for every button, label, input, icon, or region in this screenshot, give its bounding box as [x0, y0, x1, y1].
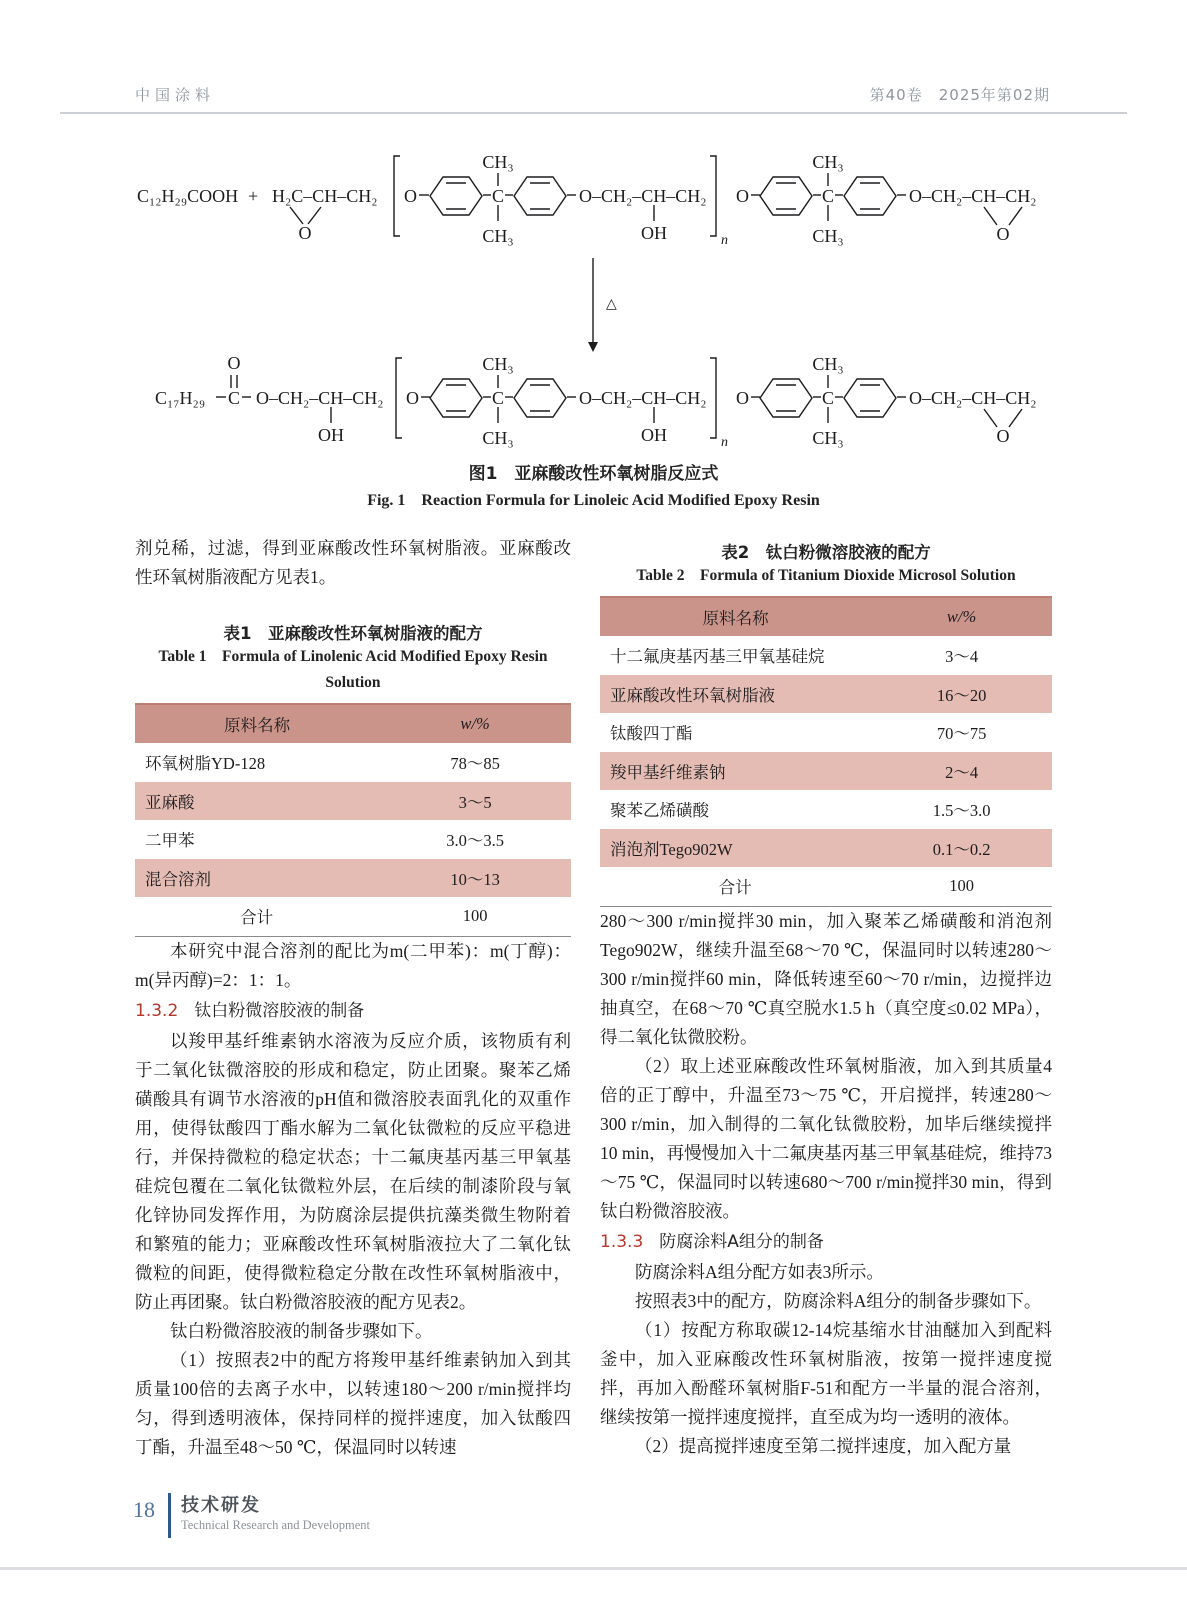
- plus-sign: +: [248, 186, 259, 206]
- methyl-group: CH₃: [812, 152, 844, 172]
- bond: [308, 207, 321, 224]
- arrow-head: [588, 342, 598, 352]
- bond: [1009, 409, 1022, 427]
- table-row: [600, 636, 1052, 675]
- formula-fragment: O: [736, 388, 749, 408]
- table-row: [600, 829, 1052, 868]
- formula-fragment: C: [821, 388, 835, 408]
- material-cell: 亚麻酸: [145, 792, 195, 812]
- table-row: [600, 675, 1052, 714]
- weight-cell: 100: [949, 876, 974, 896]
- paragraph: （1）按照表2中的配方将羧甲基纤维素钠加入到其质量100倍的去离子水中，以转速180～200 r/min搅拌均匀，得到透明液体，保持同样的搅拌速度，加入钛酸四丁酯，升温至48～50 ℃，保温同时以转速: [135, 1349, 571, 1457]
- weight-cell: 16～20: [936, 685, 987, 705]
- epoxide-oxygen: O: [996, 426, 1010, 446]
- material-cell: 消泡剂Tego902W: [610, 839, 733, 859]
- methyl-group: CH₃: [812, 428, 844, 448]
- material-cell: 聚苯乙烯磺酸: [610, 801, 709, 821]
- formula-fragment: O–CH₂–CH–CH₂: [579, 388, 707, 408]
- table-row-total: [135, 897, 571, 936]
- epoxide-oxygen: O: [298, 223, 312, 243]
- formula-fragment: C: [491, 186, 505, 206]
- weight-cell: 70～75: [936, 724, 987, 744]
- table1-caption-en-line1: Table 1 Formula of Linolenic Acid Modified Epoxy Resin: [158, 648, 548, 665]
- methyl-group: CH₃: [482, 226, 514, 246]
- reaction-scheme: [0, 138, 1187, 456]
- formula-fragment: C: [491, 388, 505, 408]
- material-cell: 二甲苯: [145, 831, 195, 851]
- heat-symbol: △: [606, 297, 617, 312]
- paragraph: （2）提高搅拌速度至第二搅拌速度，加入配方量: [635, 1435, 1012, 1456]
- table-header-row: [135, 704, 571, 743]
- weight-cell: 0.1～0.2: [932, 839, 991, 859]
- formula-fragment: O–CH₂–CH–CH₂: [579, 186, 707, 206]
- weight-cell: 2～4: [945, 762, 979, 782]
- bracket: [710, 358, 716, 438]
- formula-fragment: O: [404, 186, 417, 206]
- material-cell: 混合溶剂: [145, 869, 211, 889]
- material-cell: 合计: [718, 878, 752, 898]
- benzene-ring: [430, 177, 482, 215]
- figure-caption-zh: 图1 亚麻酸改性环氧树脂反应式: [468, 464, 719, 484]
- table-row-total: [600, 867, 1052, 906]
- formula-fragment: O: [406, 388, 419, 408]
- benzene-ring: [844, 177, 896, 215]
- header-rule: [60, 112, 1127, 114]
- table-row: [135, 820, 571, 859]
- paragraph: （2）取上述亚麻酸改性环氧树脂液，加入到其质量4倍的正丁醇中，升温至73～75 ℃，开启搅拌，转速280～300 r/min，加入制得的二氧化钛微胶粉，加毕后继续搅拌10 min，再慢慢加入十二氟庚基丙基三甲氧基硅烷，维持73～75 ℃，保温同时以转速680～700 r/min搅拌30 min，得到钛白粉微溶胶液。: [600, 1055, 1052, 1221]
- body-columns: [135, 534, 1052, 1462]
- footer-section-en: Technical Research and Development: [181, 1518, 370, 1532]
- section-title: 钛白粉微溶胶液的制备: [194, 1000, 365, 1021]
- methyl-group: CH₃: [482, 428, 514, 448]
- paragraph: 本研究中混合溶剂的配比为m(二甲苯)：m(丁醇)：m(异丙醇)=2：1：1。: [135, 940, 571, 990]
- paragraph: 防腐涂料A组分配方如表3所示。: [635, 1261, 884, 1282]
- benzene-ring: [760, 379, 812, 417]
- material-cell: 合计: [240, 908, 274, 928]
- bottom-rule: [0, 1567, 1187, 1570]
- weight-cell: 100: [462, 906, 488, 926]
- material-cell: 环氧树脂YD-128: [145, 754, 266, 774]
- section-title: 防腐涂料A组分的制备: [659, 1231, 824, 1252]
- formula-fragment: H₂C–CH–CH₂: [272, 186, 378, 206]
- section-heading-132: [135, 996, 571, 1026]
- page-number: 18: [133, 1497, 155, 1522]
- table-header-row: [600, 597, 1052, 636]
- table2-caption-zh: 表2 钛白粉微溶胶液的配方: [721, 543, 931, 562]
- bracket: [394, 156, 400, 236]
- issue-info: 第40卷 2025年第02期: [869, 86, 1050, 104]
- bracket: [396, 358, 402, 438]
- table1-caption-en-line2: Solution: [325, 674, 381, 691]
- material-cell: 羧甲基纤维素钠: [610, 762, 726, 782]
- table1-caption-zh: 表1 亚麻酸改性环氧树脂液的配方: [223, 624, 483, 643]
- table1: [135, 703, 571, 937]
- carbonyl-oxygen: O: [227, 353, 241, 373]
- section-heading-133: [600, 1227, 1052, 1257]
- methyl-group: CH₃: [812, 226, 844, 246]
- paragraph: （1）按配方称取碳12-14烷基缩水甘油醚加入到配料釜中，加入亚麻酸改性环氧树脂液，按第一搅拌速度搅拌，再加入酚醛环氧树脂F-51和配方一半量的混合溶剂，继续按第一搅拌速度搅拌，直至成为均一透明的液体。: [600, 1319, 1052, 1427]
- formula-fragment: O–CH₂–CH–CH₂: [909, 388, 1037, 408]
- paragraph: 钛白粉微溶胶液的制备步骤如下。: [170, 1320, 433, 1341]
- hydroxyl-group: OH: [641, 425, 667, 445]
- benzene-ring: [844, 379, 896, 417]
- section-number: 1.3.2: [135, 1000, 179, 1021]
- formula-fragment: C: [821, 186, 835, 206]
- table2: [600, 596, 1052, 907]
- formula-fragment: C₁₂H₂₉COOH: [137, 186, 239, 206]
- hydroxyl-group: OH: [641, 223, 667, 243]
- paragraph: 以羧甲基纤维素钠水溶液为反应介质，该物质有利于二氧化钛微溶胶的形成和稳定，防止团聚。聚苯乙烯磺酸具有调节水溶液的pH值和微溶胶表面乳化的双重作用，使得钛酸四丁酯水解为二氧化钛微粒的反应平稳进行，并保持微粒的稳定状态；十二氟庚基丙基三甲氧基硅烷包覆在二氧化钛微粒外层，在后续的制漆阶段与氧化锌协同发挥作用，为防腐涂层提供抗藻类微生物附着和繁殖的能力；亚麻酸改性环氧树脂液拉大了二氧化钛微粒的间距，使得微粒稳定分散在改性环氧树脂液中，防止再团聚。钛白粉微溶胶液的配方见表2。: [135, 1030, 571, 1312]
- formula-fragment: O–CH₂–CH–CH₂: [909, 186, 1037, 206]
- benzene-ring: [430, 379, 482, 417]
- table-row: [600, 713, 1052, 752]
- repeat-subscript: n: [721, 233, 728, 248]
- material-cell: 钛酸四丁酯: [610, 724, 693, 744]
- bond: [290, 207, 303, 224]
- table1-caption-en: [135, 644, 571, 696]
- weight-cell: 3～5: [458, 792, 492, 812]
- formula-fragment: O: [736, 186, 749, 206]
- methyl-group: CH₃: [812, 354, 844, 374]
- epoxide-oxygen: O: [996, 224, 1010, 244]
- benzene-ring: [514, 379, 566, 417]
- table-row: [600, 752, 1052, 791]
- weight-cell: 78～85: [450, 754, 500, 774]
- footer-section-zh: 技术研发: [181, 1495, 261, 1516]
- bond: [984, 207, 997, 225]
- material-cell: 十二氟庚基丙基三甲氧基硅烷: [610, 647, 825, 667]
- paragraph: 剂兑稀，过滤，得到亚麻酸改性环氧树脂液。亚麻酸改性环氧树脂液配方见表1。: [135, 538, 571, 587]
- paragraph: 按照表3中的配方，防腐涂料A组分的制备步骤如下。: [635, 1290, 1042, 1311]
- methyl-group: CH₃: [482, 152, 514, 172]
- formula-fragment: O–CH₂–CH–CH₂: [256, 388, 384, 408]
- material-cell: 亚麻酸改性环氧树脂液: [610, 685, 775, 705]
- paragraph: 280～300 r/min搅拌30 min，加入聚苯乙烯磺酸和消泡剂Tego902W，继续升温至68～70 ℃，保温同时以转速280～300 r/min搅拌60 min，降低转速至60～70 r/min，边搅拌边抽真空，在68～70 ℃真空脱水1.5 h（真空度≤0.02 MPa），得二氧化钛微胶粉。: [600, 910, 1052, 1047]
- section-number: 1.3.3: [600, 1231, 644, 1252]
- table-row: [600, 790, 1052, 829]
- weight-cell: 3～4: [945, 647, 979, 667]
- formula-fragment: C₁₇H₂₉: [155, 388, 206, 408]
- hydroxyl-group: OH: [318, 425, 344, 445]
- bracket: [710, 156, 716, 236]
- methyl-group: CH₃: [482, 354, 514, 374]
- weight-cell: 1.5～3.0: [932, 801, 991, 821]
- figure-caption-en: Fig. 1 Reaction Formula for Linoleic Acid Modified Epoxy Resin: [367, 492, 820, 509]
- weight-cell: 3.0～3.5: [446, 831, 504, 851]
- right-column: [600, 534, 1052, 1462]
- bond: [984, 409, 997, 427]
- table-row: [135, 782, 571, 821]
- column-header-material: 原料名称: [600, 597, 871, 636]
- weight-cell: 10～13: [450, 869, 500, 889]
- column-header-weight: w/%: [379, 704, 571, 743]
- left-column: [135, 534, 571, 1462]
- table-row: [135, 859, 571, 898]
- bond: [1009, 207, 1022, 225]
- benzene-ring: [760, 177, 812, 215]
- benzene-ring: [514, 177, 566, 215]
- formula-fragment: C: [227, 388, 241, 408]
- repeat-subscript: n: [721, 435, 728, 450]
- journal-title: 中国涂料: [135, 86, 216, 104]
- column-header-weight: w/%: [871, 597, 1052, 636]
- column-header-material: 原料名称: [135, 704, 379, 743]
- table-row: [135, 743, 571, 782]
- footer-divider-bar: [168, 1493, 171, 1538]
- table2-caption-en: Table 2 Formula of Titanium Dioxide Microsol Solution: [636, 567, 1016, 584]
